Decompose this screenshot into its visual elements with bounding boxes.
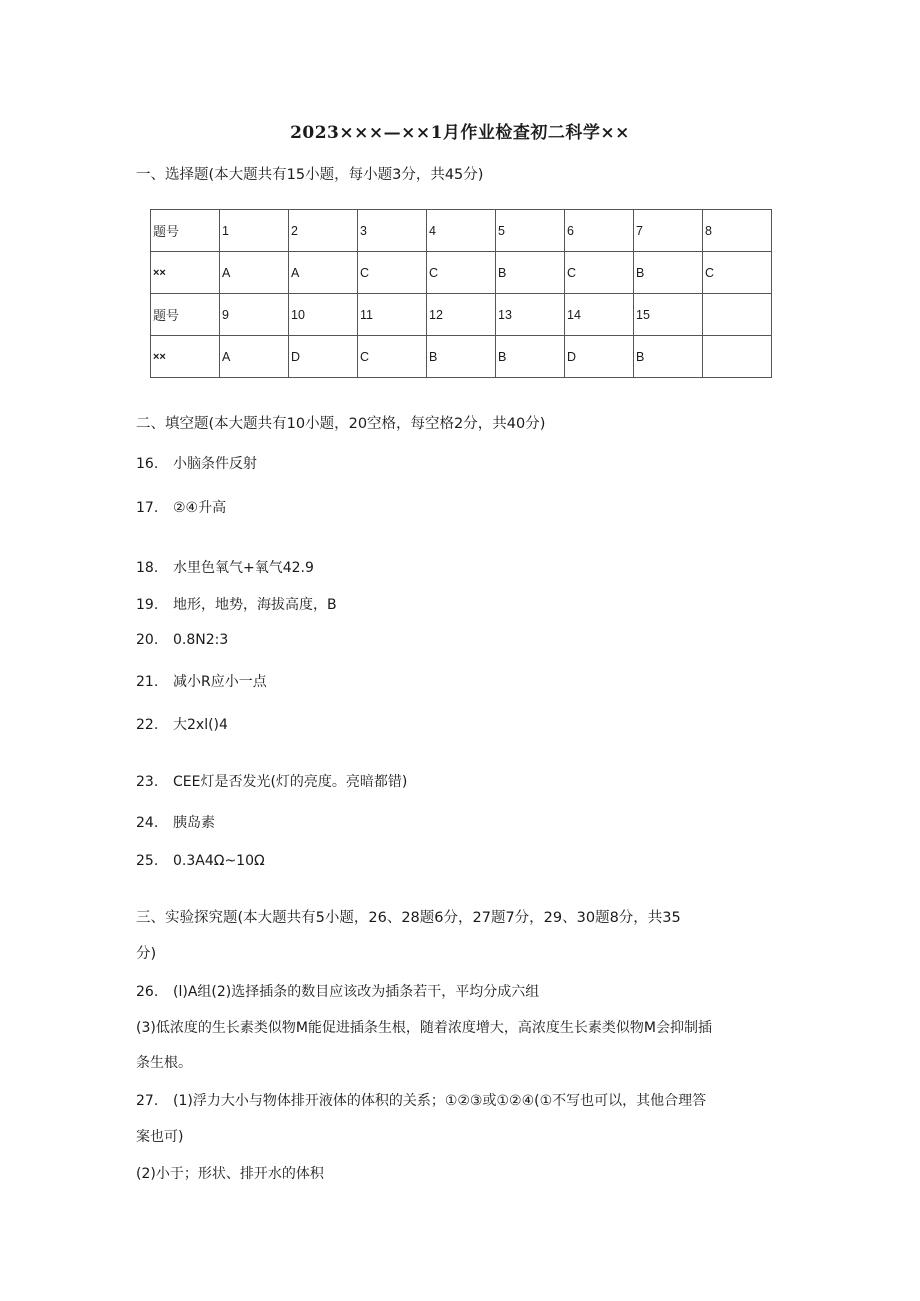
- table-cell: 4: [427, 210, 496, 252]
- list-item: [136, 812, 215, 832]
- page-title: 2023×××—××1月作业检查初二科学××: [290, 123, 630, 143]
- section1-heading: 一、选择题(本大题共有15小题，每小题3分，共45分): [136, 167, 484, 183]
- table-cell: C: [358, 252, 427, 294]
- list-item: [136, 557, 314, 577]
- table-cell: B: [634, 336, 703, 378]
- table-cell: 10: [289, 294, 358, 336]
- answer-table: [150, 209, 772, 378]
- q27-line2: 案也可): [136, 1129, 184, 1145]
- list-item: [136, 671, 267, 691]
- q27-line3: (2)小于；形状、排开水的体积: [136, 1166, 324, 1182]
- table-cell: B: [496, 336, 565, 378]
- item-number: 22.: [136, 717, 159, 733]
- q27-line1: [136, 1090, 706, 1110]
- item-answer: 地形，地势，海拔高度，B: [173, 597, 337, 613]
- q26-line1: [136, 981, 539, 1001]
- table-row-label: 题号: [151, 210, 220, 252]
- section3-heading: 三、实验探究题(本大题共有5小题，26、28题6分，27题7分，29、30题8分，共35: [136, 910, 681, 926]
- list-item: [136, 594, 337, 614]
- list-item: [136, 771, 407, 791]
- item-answer: 小脑条件反射: [173, 456, 257, 472]
- table-cell: A: [220, 336, 289, 378]
- item-answer: 水里色氧气+氧气42.9: [173, 560, 314, 576]
- item-number: 23.: [136, 774, 159, 790]
- table-row-label: 题号: [151, 294, 220, 336]
- item-answer: 减小R应小一点: [173, 674, 267, 690]
- table-row: [151, 294, 772, 336]
- table-cell: D: [565, 336, 634, 378]
- table-cell: [703, 336, 772, 378]
- table-cell: 12: [427, 294, 496, 336]
- item-answer: 胰岛素: [173, 815, 215, 831]
- table-cell: D: [289, 336, 358, 378]
- item-answer: 0.3A4Ω~10Ω: [173, 853, 265, 869]
- table-cell: 7: [634, 210, 703, 252]
- table-row: [151, 336, 772, 378]
- section2-heading: 二、填空题(本大题共有10小题，20空格，每空格2分，共40分): [136, 416, 546, 432]
- table-cell: 2: [289, 210, 358, 252]
- table-cell: 5: [496, 210, 565, 252]
- table-cell: B: [427, 336, 496, 378]
- item-number: 24.: [136, 815, 159, 831]
- table-cell: 1: [220, 210, 289, 252]
- item-answer: 0.8N2:3: [173, 632, 229, 648]
- table-cell: 6: [565, 210, 634, 252]
- list-item: [136, 453, 257, 473]
- item-answer: (l)A组(2)选择插条的数目应该改为插条若干，平均分成六组: [173, 984, 540, 1000]
- list-item: [136, 853, 265, 869]
- table-cell: C: [358, 336, 427, 378]
- table-row: [151, 252, 772, 294]
- list-item: [136, 497, 226, 517]
- table-cell: C: [565, 252, 634, 294]
- item-number: 27.: [136, 1093, 159, 1109]
- table-cell: [703, 294, 772, 336]
- item-number: 25.: [136, 853, 159, 869]
- item-answer: (1)浮力大小与物体排开液体的体积的关系；①②③或①②④(①不写也可以，其他合理答: [173, 1093, 707, 1109]
- table-cell: B: [634, 252, 703, 294]
- table-row-label: ××: [151, 252, 220, 294]
- item-number: 16.: [136, 456, 159, 472]
- table-cell: C: [427, 252, 496, 294]
- item-answer: ②④升高: [173, 500, 227, 516]
- item-number: 18.: [136, 560, 159, 576]
- table-cell: C: [703, 252, 772, 294]
- table-row: [151, 210, 772, 252]
- table-cell: 8: [703, 210, 772, 252]
- q26-line2: (3)低浓度的生长素类似物M能促进插条生根，随着浓度增大，高浓度生长素类似物M会抑制插: [136, 1020, 712, 1036]
- table-cell: 11: [358, 294, 427, 336]
- section3-heading-continued: 分): [136, 946, 157, 962]
- list-item: [136, 632, 228, 648]
- item-number: 17.: [136, 500, 159, 516]
- table-cell: 15: [634, 294, 703, 336]
- table-row-label: ××: [151, 336, 220, 378]
- item-number: 21.: [136, 674, 159, 690]
- table-cell: B: [496, 252, 565, 294]
- table-cell: A: [220, 252, 289, 294]
- table-cell: A: [289, 252, 358, 294]
- table-cell: 3: [358, 210, 427, 252]
- item-number: 26.: [136, 984, 159, 1000]
- q26-line3: 条生根。: [136, 1055, 192, 1071]
- item-answer: CEE灯是否发光(灯的亮度。亮暗都错): [173, 774, 408, 790]
- item-answer: 大2xl()4: [173, 717, 228, 733]
- table-cell: 13: [496, 294, 565, 336]
- list-item: [136, 714, 228, 734]
- table-cell: 14: [565, 294, 634, 336]
- item-number: 19.: [136, 597, 159, 613]
- table-cell: 9: [220, 294, 289, 336]
- item-number: 20.: [136, 632, 159, 648]
